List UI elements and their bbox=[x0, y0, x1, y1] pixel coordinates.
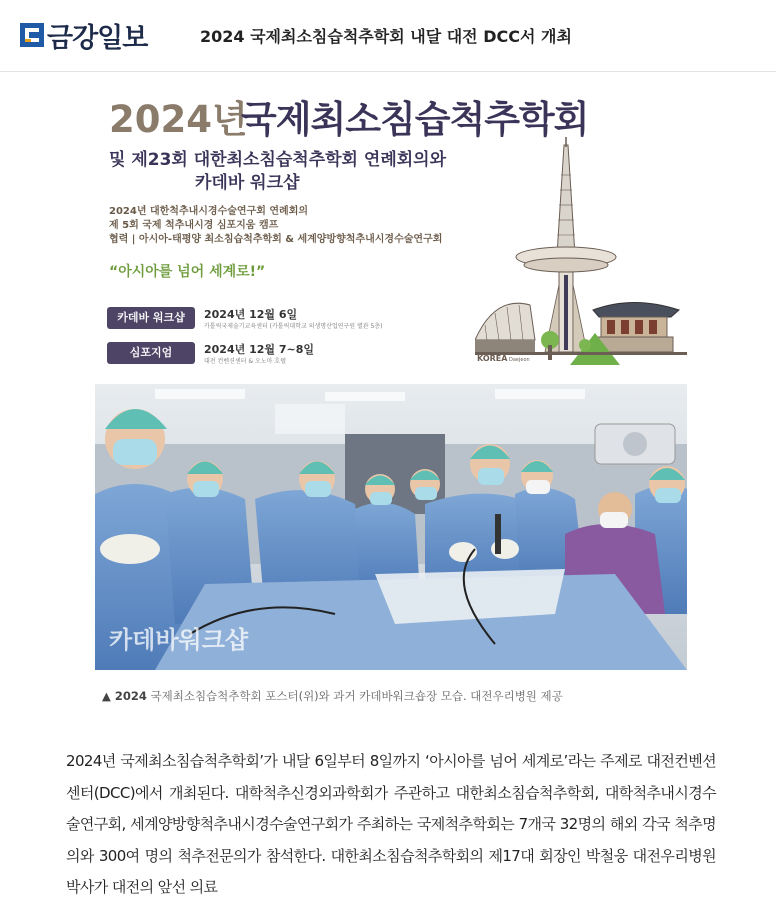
poster-info-line: 2024년 대한척추내시경수술연구회 연례회의 bbox=[109, 206, 309, 217]
korea-sub-label: Daejeon bbox=[509, 357, 530, 363]
photo-watermark: 카데바워크샵 bbox=[109, 626, 249, 654]
logo-text: 금강일보 bbox=[47, 22, 148, 54]
poster-date-symposium: 2024년 12월 7~8일 bbox=[204, 343, 314, 356]
site-logo[interactable] bbox=[20, 18, 147, 52]
korea-label: KOREA bbox=[477, 354, 508, 363]
poster-venue-workshop: 카톨릭국제술기교육센터 (카톨릭대학교 의생명산업연구원 별관 5층) bbox=[204, 323, 383, 330]
caption-text: 국제최소침습척추학회 포스터(위)와 과거 카데바워크숍장 모습. 대전우리병원 제공 bbox=[146, 689, 563, 703]
logo-mark-icon bbox=[20, 23, 44, 47]
poster-venue-symposium: 대전 컨벤션센터 & 오노마 호텔 bbox=[204, 358, 286, 365]
poster-info-line: 제 5회 국제 척추내시경 심포지움 캠프 bbox=[109, 220, 279, 231]
poster-date-workshop: 2024년 12월 6일 bbox=[204, 308, 298, 321]
conference-poster-image bbox=[95, 75, 687, 380]
caption-prefix: ▲ 2024 bbox=[102, 689, 147, 703]
poster-subtitle-2: 카데바 워크샵 bbox=[195, 173, 300, 193]
poster-badge-workshop: 카데바 워크샵 bbox=[107, 307, 195, 329]
daejeon-landmark-illustration bbox=[475, 135, 687, 365]
poster-subtitle-1: 및 제23회 대한최소침습척추학회 연례회의와 bbox=[109, 150, 447, 170]
poster-year: 2024년 bbox=[109, 98, 248, 141]
poster-badge-symposium: 심포지엄 bbox=[107, 342, 195, 364]
poster-info-line: 협력 | 아시아-태평양 최소침습척추학회 & 세계양방향척추내시경수술연구회 bbox=[109, 234, 443, 245]
poster-slogan: “아시아를 넘어 세계로!” bbox=[109, 264, 266, 280]
site-header bbox=[0, 0, 776, 72]
poster-title: 국제최소침습척추학회 bbox=[241, 98, 589, 141]
article-body: 2024년 국제최소침습척추학회’가 내달 6일부터 8일까지 ‘아시아를 넘어 세계로’라는 주제로 대전컨벤션센터(DCC)에서 개최된다. 대학척추신경외과학회가 주관하고 대한최소침습척추학회, 대학척추내시경수술연구회, 세계양방향척추내시경수술연구회가 주최하는 국제척추학회는 7개국 32명의 해외 각국 척추명의와 300여 명의 척추전문의가 참석한다. 대한최소침습척추학회의 제17대 회장인 박철웅 대전우리병원 박사가 대전의 앞선 의료 bbox=[66, 752, 716, 896]
cadaver-workshop-photo bbox=[95, 384, 687, 670]
poster-info bbox=[109, 205, 442, 247]
photo-caption bbox=[102, 688, 563, 704]
article-headline: 2024 국제최소침습척추학회 내달 대전 DCC서 개최 bbox=[200, 27, 572, 46]
